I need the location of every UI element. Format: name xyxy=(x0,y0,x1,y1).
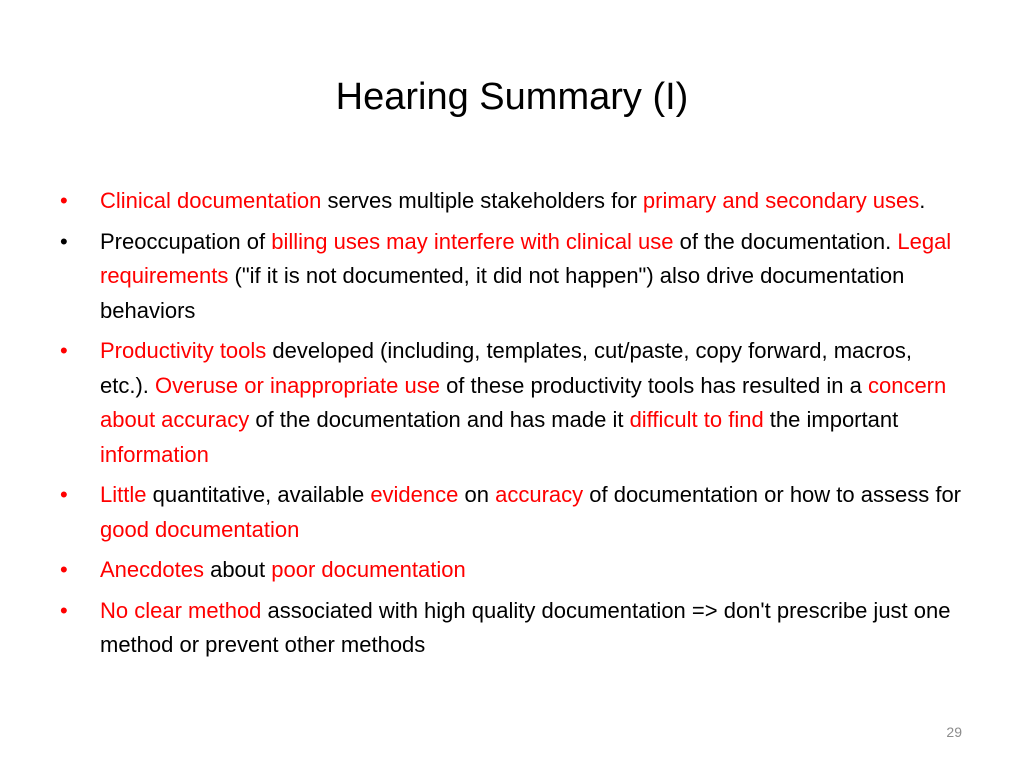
highlighted-text: concern about accuracy xyxy=(100,372,947,432)
page-number: 29 xyxy=(946,724,962,740)
body-text: . xyxy=(919,188,926,213)
body-text: serves multiple stakeholders for xyxy=(321,188,643,213)
body-text: of the documentation and has made it xyxy=(249,407,630,432)
highlighted-text: Clinical documentation xyxy=(100,188,322,213)
bullet-item xyxy=(60,478,965,547)
highlighted-text: Overuse or inappropriate use xyxy=(155,372,440,398)
highlighted-text: primary and secondary uses xyxy=(642,188,920,213)
highlighted-text: Anecdotes xyxy=(100,557,204,582)
bullet-marker-icon: • xyxy=(60,557,68,582)
bullet-item xyxy=(60,594,965,663)
bullet-item xyxy=(60,553,965,588)
highlighted-text: good documentation xyxy=(100,516,300,542)
body-text: of documentation or how to assess for xyxy=(583,482,962,507)
bullet-marker-icon: • xyxy=(60,228,68,254)
body-text: of these productivity tools has resulted in a xyxy=(439,372,868,398)
bullet-marker-icon: • xyxy=(60,597,68,623)
highlighted-text: accuracy xyxy=(495,482,584,507)
highlighted-text: information xyxy=(100,441,209,467)
body-text: Preoccupation of xyxy=(100,228,272,254)
highlighted-text: Legal requirements xyxy=(100,228,952,288)
body-text: of the documentation. xyxy=(673,228,898,254)
bullet-item xyxy=(60,184,965,219)
highlighted-text: poor documentation xyxy=(271,557,466,582)
body-text: developed (including, templates, cut/paste, copy forward, macros, etc.). xyxy=(100,338,912,398)
body-text: associated with high quality documentation => don't prescribe just one method or prevent other methods xyxy=(100,597,951,657)
highlighted-text: Little xyxy=(100,482,147,507)
highlighted-text: Productivity tools xyxy=(100,338,267,363)
body-text: the important xyxy=(763,407,899,432)
highlighted-text: billing uses may interfere with clinical use xyxy=(271,228,674,254)
body-text: quantitative, available xyxy=(146,482,371,507)
body-text: about xyxy=(203,557,272,582)
bullet-marker-icon: • xyxy=(60,188,68,213)
highlighted-text: evidence xyxy=(370,482,459,507)
slide-title: Hearing Summary (I) xyxy=(335,76,689,118)
bullet-item xyxy=(60,225,965,329)
body-text: ("if it is not documented, it did not happen") also drive documentation behaviors xyxy=(100,263,905,323)
bullet-list xyxy=(60,184,965,669)
body-text: on xyxy=(458,482,496,507)
bullet-item xyxy=(60,334,965,472)
bullet-marker-icon: • xyxy=(60,338,68,363)
highlighted-text: difficult to find xyxy=(629,407,764,432)
highlighted-text: No clear method xyxy=(100,597,262,623)
bullet-marker-icon: • xyxy=(60,482,68,507)
